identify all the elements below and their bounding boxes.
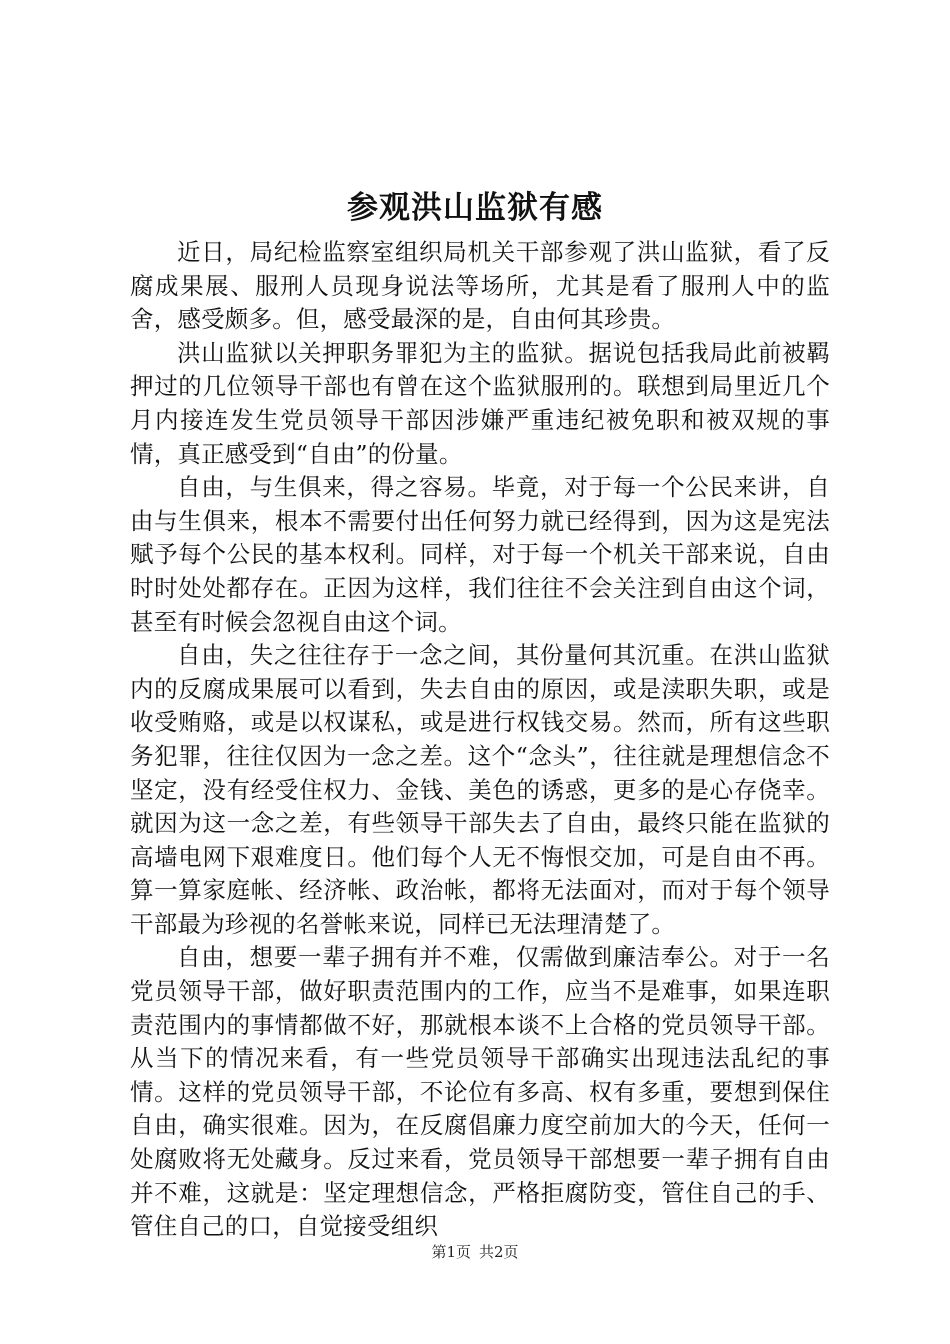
paragraph-intro: 近日，局纪检监察室组织局机关干部参观了洪山监狱，看了反腐成果展、服刑人员现身说法等场所，尤其是看了服刑人中的监舍，感受颇多。但，感受最深的是，自由何其珍贵。 xyxy=(130,238,830,334)
document-title: 参观洪山监狱有感 xyxy=(347,190,603,226)
paragraph-freedom-keep: 自由，想要一辈子拥有并不难，仅需做到廉洁奉公。对于一名党员领导干部，做好职责范围内的工作，应当不是难事，如果连职责范围内的事情都做不好，那就根本谈不上合格的党员领导干部。从当下的情况来看，有一些党员领导干部确实出现违法乱纪的事情。这样的党员领导干部，不论位有多高、权有多重，要想到保住自由，确实很难。因为，在反腐倡廉力度空前加大的今天，任何一处腐败将无处藏身。反过来看，党员领导干部想要一辈子拥有自由并不难，这就是：坚定理想信念，严格拒腐防变，管住自己的手、管住自己的口，自觉接受组织 xyxy=(130,943,830,1241)
page-footer xyxy=(0,1242,950,1262)
page-number-current: 第1页 xyxy=(431,1243,471,1261)
page-number-total: 共2页 xyxy=(479,1243,519,1261)
paragraph-freedom-innate: 自由，与生俱来，得之容易。毕竟，对于每一个公民来讲，自由与生俱来，根本不需要付出任何努力就已经得到，因为这是宪法赋予每个公民的基本权利。同样，对于每一个机关干部来说，自由时时处处都存在。正因为这样，我们往往不会关注到自由这个词，甚至有时候会忽视自由这个词。 xyxy=(130,473,830,636)
paragraph-prison: 洪山监狱以关押职务罪犯为主的监狱。据说包括我局此前被羁押过的几位领导干部也有曾在这个监狱服刑的。联想到局里近几个月内接连发生党员领导干部因涉嫌严重违纪被免职和被双规的事情，真正感受到“自由”的份量。 xyxy=(130,338,830,468)
document-body xyxy=(130,236,830,1244)
paragraph-freedom-lost: 自由，失之往往存于一念之间，其份量何其沉重。在洪山监狱内的反腐成果展可以看到，失去自由的原因，或是渎职失职，或是收受贿赂，或是以权谋私，或是进行权钱交易。然而，所有这些职务犯罪，往往仅因为一念之差。这个“念头”，往往就是理想信念不坚定，没有经受住权力、金钱、美色的诱惑，更多的是心存侥幸。就因为这一念之差，有些领导干部失去了自由，最终只能在监狱的高墙电网下艰难度日。他们每个人无不悔恨交加，可是自由不再。算一算家庭帐、经济帐、政治帐，都将无法面对，而对于每个领导干部最为珍视的名誉帐来说，同样已无法理清楚了。 xyxy=(130,641,830,938)
